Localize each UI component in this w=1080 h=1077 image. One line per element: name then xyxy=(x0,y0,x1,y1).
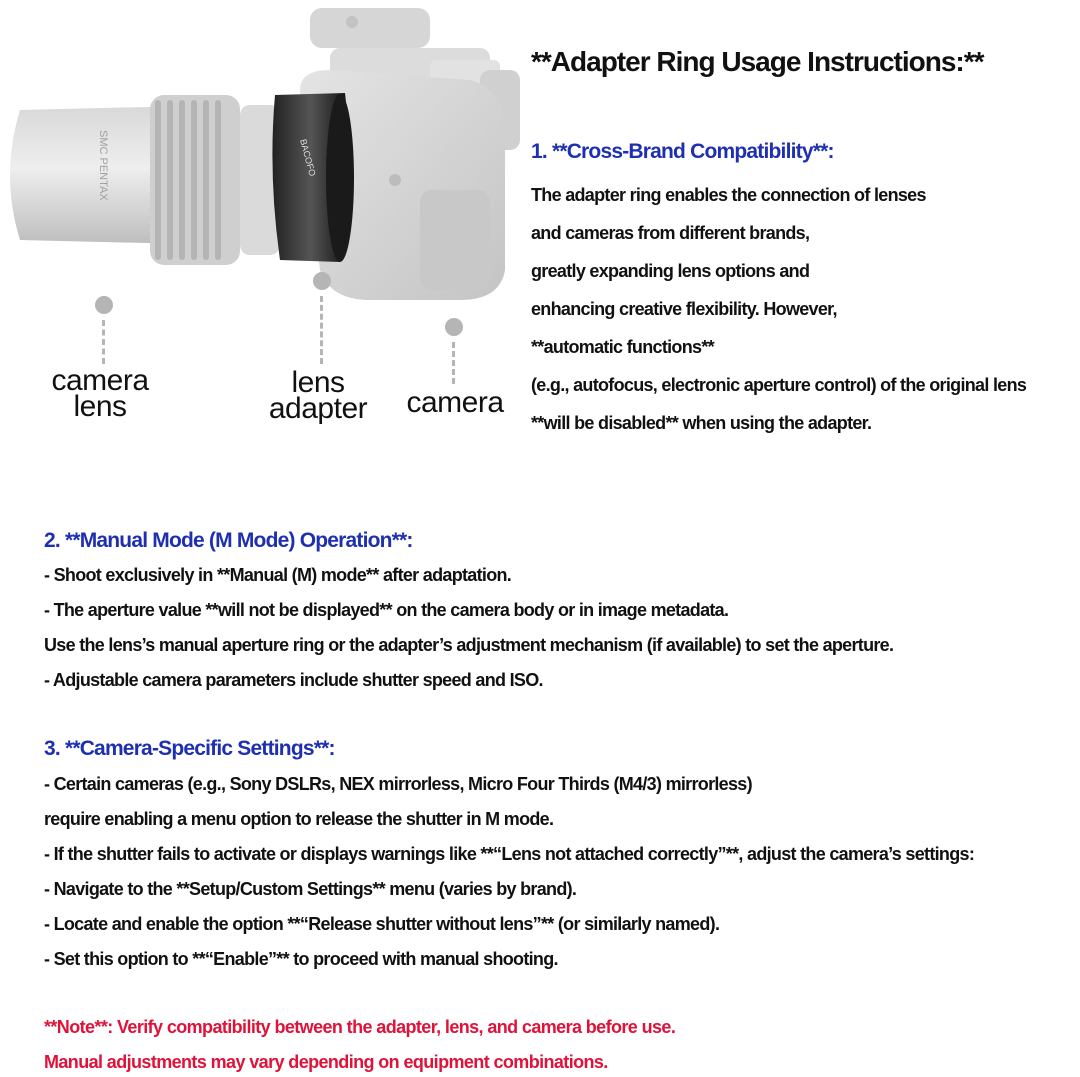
note-line: **Note**: Verify compatibility between the adapter, lens, and camera before use. xyxy=(44,1017,676,1037)
section3-heading: 3. **Camera-Specific Settings**: xyxy=(44,737,335,760)
section1-line: enhancing creative flexibility. However, xyxy=(531,299,837,319)
callout-dot-lens xyxy=(95,296,113,314)
section3-line: - Navigate to the **Setup/Custom Settings** menu (varies by brand). xyxy=(44,879,577,899)
section3-line: - Set this option to **“Enable”** to proceed with manual shooting. xyxy=(44,949,558,969)
lens-brand-text: SMC PENTAX xyxy=(97,130,109,201)
section3-body xyxy=(44,773,974,970)
note-line: Manual adjustments may vary depending on equipment combinations. xyxy=(44,1052,608,1072)
adapter-brand-text: BACOFO xyxy=(298,137,318,178)
section1-line: greatly expanding lens options and xyxy=(531,261,810,281)
section3-line: - If the shutter fails to activate or displays warnings like **“Lens not attached correctly”**, adjust the camera’s settings: xyxy=(44,844,975,864)
section3-line: - Certain cameras (e.g., Sony DSLRs, NEX mirrorless, Micro Four Thirds (M4/3) mirrorless) xyxy=(44,774,752,794)
product-illustration xyxy=(0,0,520,440)
section1-line: and cameras from different brands, xyxy=(531,223,810,243)
section2-line: Use the lens’s manual aperture ring or the adapter’s adjustment mechanism (if available) to set the aperture. xyxy=(44,635,894,655)
section2-line: - Adjustable camera parameters include shutter speed and ISO. xyxy=(44,670,543,690)
section1-line: (e.g., autofocus, electronic aperture control) of the original lens xyxy=(531,375,1027,395)
section1-line: The adapter ring enables the connection of lenses xyxy=(531,185,926,205)
section1-line: **will be disabled** when using the adapter. xyxy=(531,413,872,433)
note-block xyxy=(44,1016,675,1073)
section1-body xyxy=(531,184,1026,434)
section3-line: - Locate and enable the option **“Release shutter without lens”** (or similarly named). xyxy=(44,914,720,934)
section2-line: - The aperture value **will not be displayed** on the camera body or in image metadata. xyxy=(44,600,729,620)
camera-lens-barrel xyxy=(10,95,280,265)
label-lens-adapter xyxy=(252,366,384,425)
label-camera-lens-line2: lens xyxy=(73,390,127,423)
label-lens-adapter-line2: adapter xyxy=(268,392,368,425)
section1-heading: 1. **Cross-Brand Compatibility**: xyxy=(531,140,834,163)
label-lens-adapter-line1: lens xyxy=(291,366,345,399)
label-camera: camera xyxy=(406,386,504,419)
section2-line: - Shoot exclusively in **Manual (M) mode** after adaptation. xyxy=(44,565,512,585)
section1-line: **automatic functions** xyxy=(531,337,714,357)
section2-heading: 2. **Manual Mode (M Mode) Operation**: xyxy=(44,529,413,552)
lens-adapter-ring xyxy=(272,93,354,262)
callout-line-lens xyxy=(102,320,105,364)
section2-body xyxy=(44,564,893,691)
page-title: **Adapter Ring Usage Instructions:** xyxy=(531,46,984,77)
callout-dot-adapter xyxy=(313,272,331,290)
label-camera-lens xyxy=(40,364,160,423)
callout-dot-camera xyxy=(445,318,463,336)
callout-line-camera xyxy=(452,342,455,384)
section3-line: require enabling a menu option to release the shutter in M mode. xyxy=(44,809,554,829)
label-camera-lens-line1: camera xyxy=(51,364,149,397)
callout-line-adapter xyxy=(320,296,323,364)
